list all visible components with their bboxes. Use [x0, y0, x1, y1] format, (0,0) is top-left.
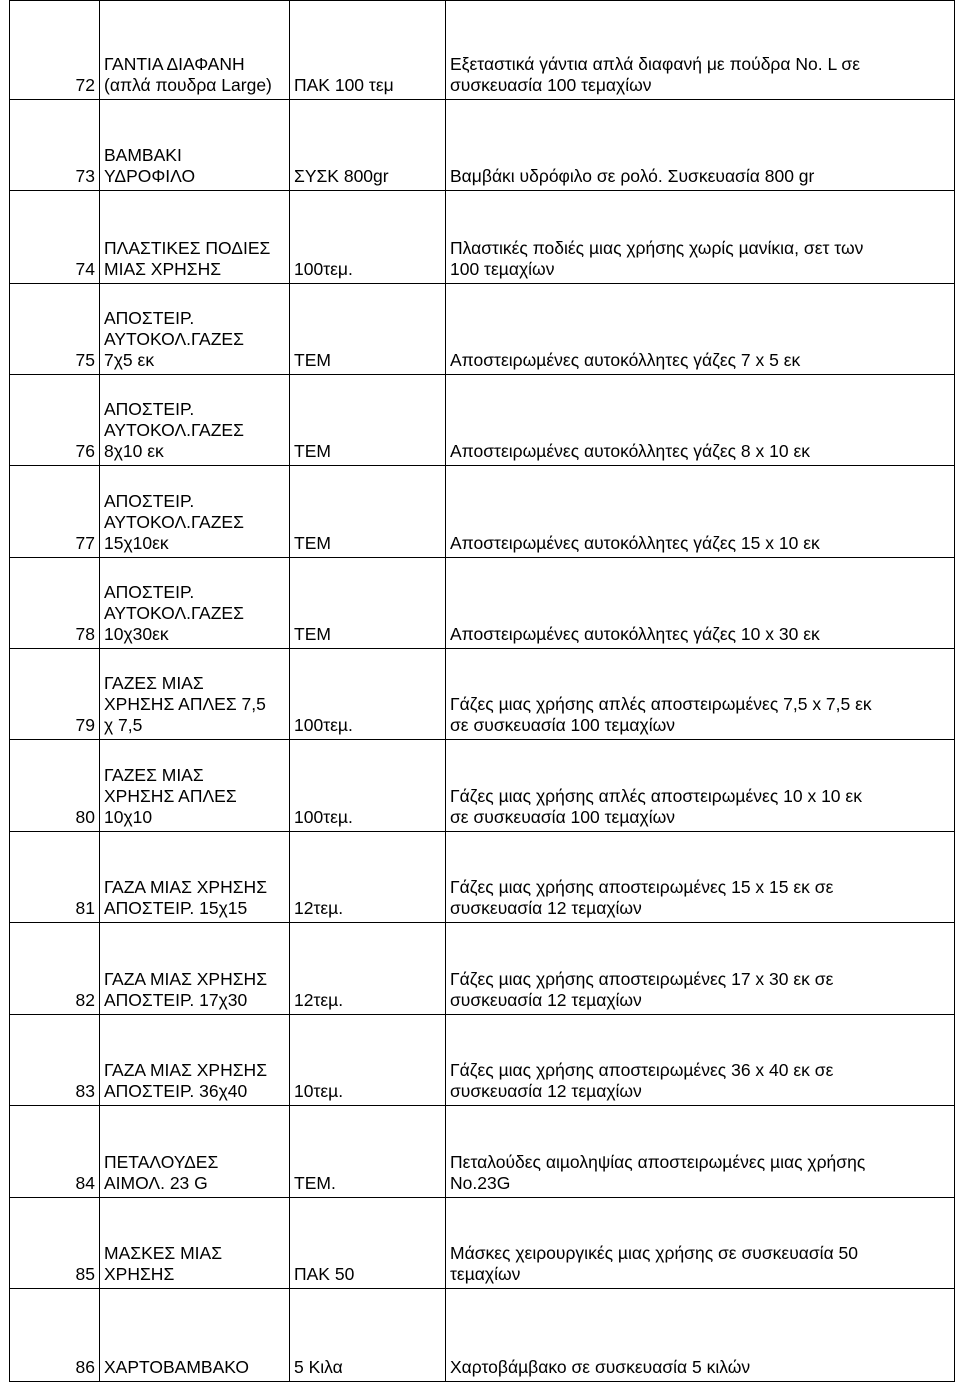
item-number: 78 — [10, 558, 100, 649]
item-name: ΓΑΖΑ ΜΙΑΣ ΧΡΗΣΗΣ ΑΠΟΣΤΕΙΡ. 15χ15 — [100, 832, 290, 923]
item-description: Γάζες µιας χρήσης αποστειρωµένες 36 x 40 εκ σε συσκευασία 12 τεµαχίων — [446, 1015, 955, 1106]
item-name: ΑΠΟΣΤΕΙΡ. ΑΥΤΟΚΟΛ.ΓΑΖΕΣ 10χ30εκ — [100, 558, 290, 649]
item-number: 84 — [10, 1106, 100, 1198]
item-number: 80 — [10, 740, 100, 832]
table-row — [10, 191, 955, 284]
item-description: Γάζες µιας χρήσης απλές αποστειρωµένες 10 x 10 εκ σε συσκευασία 100 τεµαχίων — [446, 740, 955, 832]
item-number: 75 — [10, 284, 100, 375]
item-number: 74 — [10, 191, 100, 284]
item-description: Αποστειρωµένες αυτοκόλλητες γάζες 15 x 10 εκ — [446, 466, 955, 558]
item-unit: ΠΑΚ 50 — [290, 1198, 446, 1289]
table-row — [10, 1198, 955, 1289]
table-row — [10, 923, 955, 1015]
item-description: Αποστειρωµένες αυτοκόλλητες γάζες 8 x 10 εκ — [446, 375, 955, 466]
item-name: ΓΑΖΑ ΜΙΑΣ ΧΡΗΣΗΣ ΑΠΟΣΤΕΙΡ. 17χ30 — [100, 923, 290, 1015]
item-unit: 100τεμ. — [290, 191, 446, 284]
item-unit: 10τεµ. — [290, 1015, 446, 1106]
table-row — [10, 466, 955, 558]
item-number: 82 — [10, 923, 100, 1015]
item-description: Γάζες µιας χρήσης αποστειρωµένες 17 x 30 εκ σε συσκευασία 12 τεµαχίων — [446, 923, 955, 1015]
item-number: 73 — [10, 100, 100, 191]
item-name: ΠΛΑΣΤΙΚΕΣ ΠΟΔΙΕΣ ΜΙΑΣ ΧΡΗΣΗΣ — [100, 191, 290, 284]
item-number: 77 — [10, 466, 100, 558]
table-row — [10, 1106, 955, 1198]
item-description: Αποστειρωµένες αυτοκόλλητες γάζες 7 x 5 εκ — [446, 284, 955, 375]
item-description: Πλαστικές ποδιές µιας χρήσης χωρίς µανίκια, σετ των 100 τεµαχίων — [446, 191, 955, 284]
item-number: 79 — [10, 649, 100, 740]
item-number: 83 — [10, 1015, 100, 1106]
table-row — [10, 1015, 955, 1106]
item-name: ΧΑΡΤΟΒΑΜΒΑΚΟ — [100, 1289, 290, 1382]
item-name: ΠΕΤΑΛΟΥΔΕΣ ΑΙΜΟΛ. 23 G — [100, 1106, 290, 1198]
item-name: ΑΠΟΣΤΕΙΡ. ΑΥΤΟΚΟΛ.ΓΑΖΕΣ 7χ5 εκ — [100, 284, 290, 375]
item-description: Βαμβάκι υδρόφιλο σε ρολό. Συσκευασία 800 gr — [446, 100, 955, 191]
item-unit: 12τεµ. — [290, 832, 446, 923]
item-description: Αποστειρωµένες αυτοκόλλητες γάζες 10 x 30 εκ — [446, 558, 955, 649]
item-unit: ΤΕΜ — [290, 466, 446, 558]
item-unit: 100τεµ. — [290, 740, 446, 832]
item-number: 81 — [10, 832, 100, 923]
item-number: 86 — [10, 1289, 100, 1382]
item-description: Εξεταστικά γάντια απλά διαφανή με πούδρα Νο. L σε συσκευασία 100 τεμαχίων — [446, 1, 955, 100]
item-description: Πεταλούδες αιµοληψίας αποστειρωµένες µιας χρήσης No.23G — [446, 1106, 955, 1198]
item-name: ΒΑΜΒΑΚΙ ΥΔΡΟΦΙΛΟ — [100, 100, 290, 191]
item-unit: ΤΕΜ — [290, 558, 446, 649]
item-description: Χαρτοβάµβακο σε συσκευασία 5 κιλών — [446, 1289, 955, 1382]
item-unit: 5 Κιλα — [290, 1289, 446, 1382]
item-number: 85 — [10, 1198, 100, 1289]
item-name: ΓΑΖΕΣ ΜΙΑΣ ΧΡΗΣΗΣ ΑΠΛΕΣ 7,5 χ 7,5 — [100, 649, 290, 740]
item-unit: ΠΑΚ 100 τεμ — [290, 1, 446, 100]
item-unit: ΣΥΣΚ 800gr — [290, 100, 446, 191]
item-unit: 100τεµ. — [290, 649, 446, 740]
item-number: 72 — [10, 1, 100, 100]
item-unit: ΤΕΜ — [290, 284, 446, 375]
item-name: ΑΠΟΣΤΕΙΡ. ΑΥΤΟΚΟΛ.ΓΑΖΕΣ 8χ10 εκ — [100, 375, 290, 466]
item-description: Γάζες µιας χρήσης αποστειρωµένες 15 x 15 εκ σε συσκευασία 12 τεµαχίων — [446, 832, 955, 923]
item-description: Μάσκες χειρουργικές µιας χρήσης σε συσκευασία 50 τεµαχίων — [446, 1198, 955, 1289]
table-row — [10, 1, 955, 100]
item-description: Γάζες µιας χρήσης απλές αποστειρωµένες 7,5 x 7,5 εκ σε συσκευασία 100 τεµαχίων — [446, 649, 955, 740]
item-number: 76 — [10, 375, 100, 466]
item-name: ΓΑΖΕΣ ΜΙΑΣ ΧΡΗΣΗΣ ΑΠΛΕΣ 10χ10 — [100, 740, 290, 832]
item-name: ΑΠΟΣΤΕΙΡ. ΑΥΤΟΚΟΛ.ΓΑΖΕΣ 15χ10εκ — [100, 466, 290, 558]
item-name: ΓΑΖΑ ΜΙΑΣ ΧΡΗΣΗΣ ΑΠΟΣΤΕΙΡ. 36χ40 — [100, 1015, 290, 1106]
table-row — [10, 1289, 955, 1382]
table-row — [10, 832, 955, 923]
item-name: ΓΑΝΤΙΑ ΔΙΑΦΑΝΗ (απλά πουδρα Large) — [100, 1, 290, 100]
items-table — [9, 0, 955, 1382]
table-row — [10, 649, 955, 740]
item-name: ΜΑΣΚΕΣ ΜΙΑΣ ΧΡΗΣΗΣ — [100, 1198, 290, 1289]
table-row — [10, 284, 955, 375]
item-unit: 12τεµ. — [290, 923, 446, 1015]
table-row — [10, 100, 955, 191]
table-row — [10, 375, 955, 466]
table-row — [10, 740, 955, 832]
item-unit: ΤΕΜ. — [290, 1106, 446, 1198]
items-table-body — [10, 1, 955, 1382]
item-unit: ΤΕΜ — [290, 375, 446, 466]
table-row — [10, 558, 955, 649]
